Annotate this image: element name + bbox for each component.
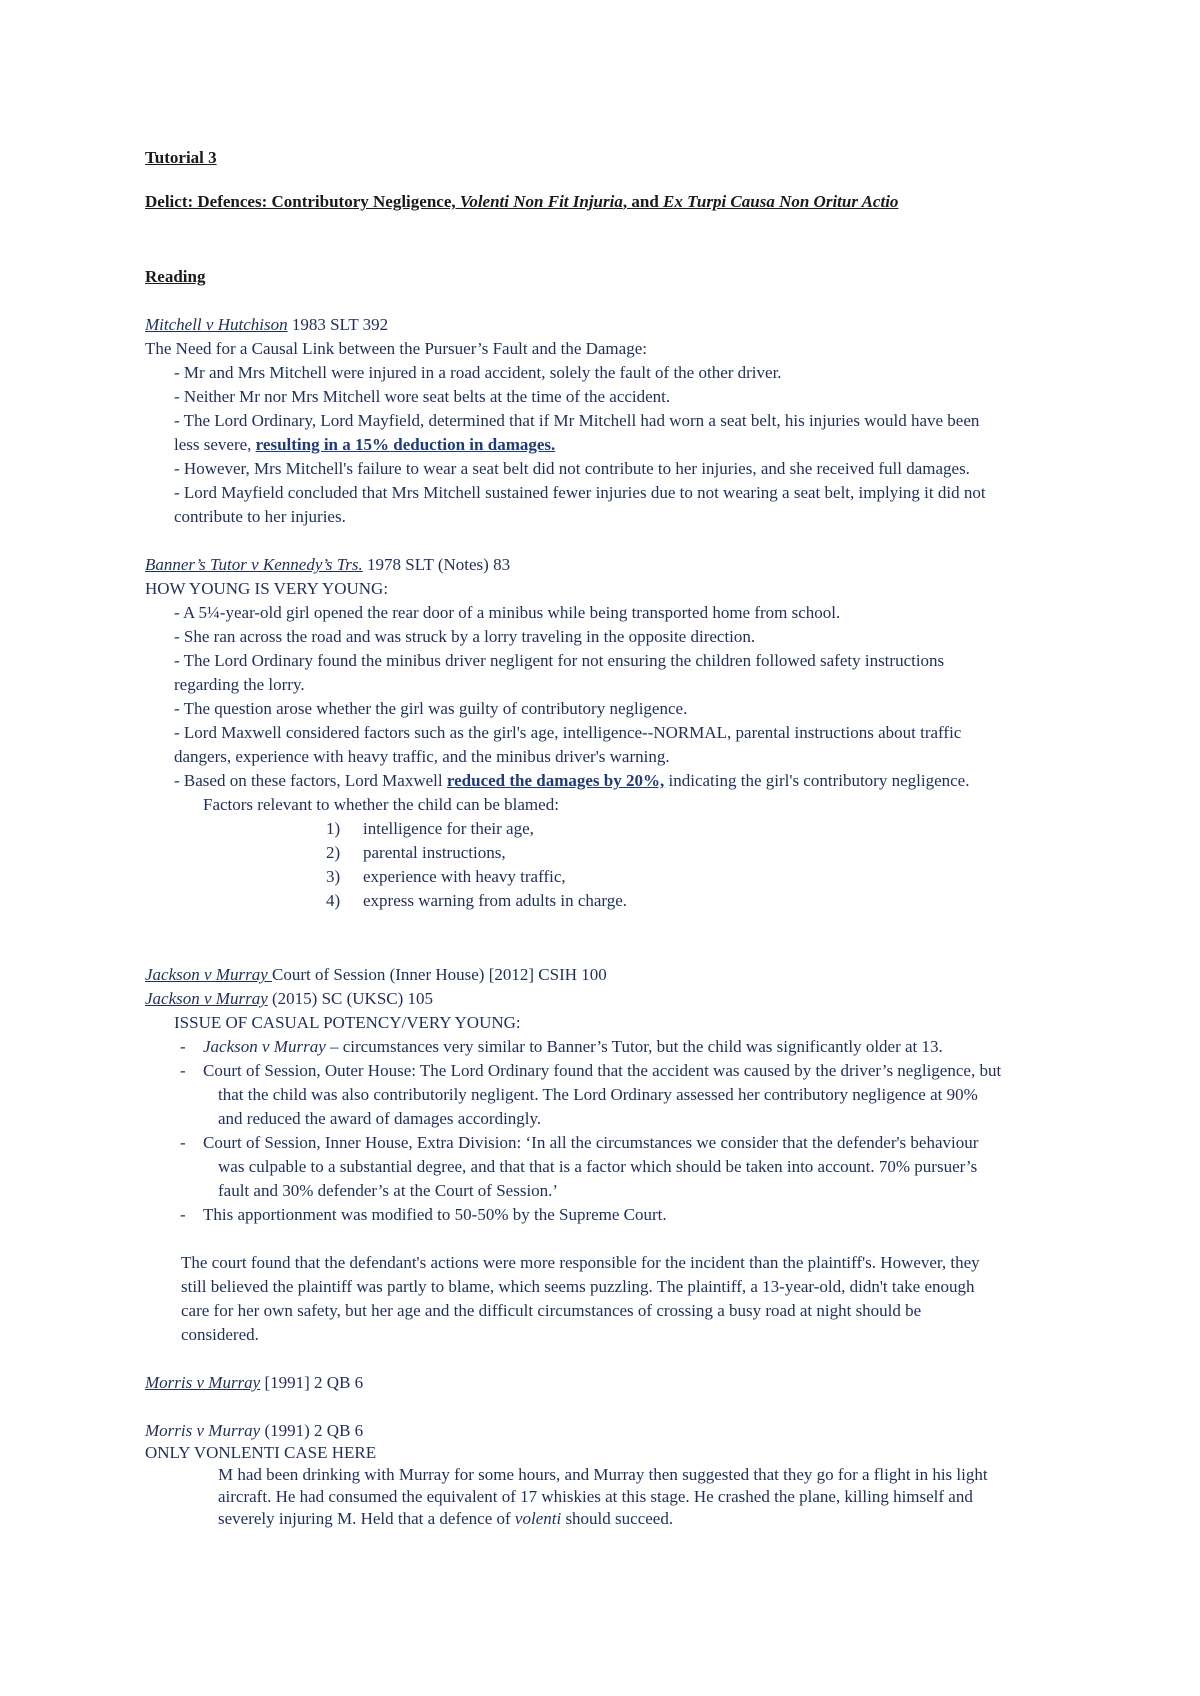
- banner-bullet-5: - Lord Maxwell considered factors such as the girl's age, intelligence--NORMAL, parental instructions about traffic: [174, 723, 962, 742]
- jackson-bullet-dash: -: [180, 1205, 186, 1224]
- banner-bullet-1: - A 5¼-year-old girl opened the rear door of a minibus while being transported home from school.: [174, 603, 841, 622]
- morris-case-line-1: [145, 1371, 363, 1395]
- title-volenti: Volenti Non Fit Injuria: [459, 192, 623, 211]
- jackson-bullet-1-case: Jackson v Murray: [203, 1037, 326, 1056]
- morris-case-name-1: Morris v Murray: [145, 1373, 261, 1392]
- jackson-bullet-3-cont2: fault and 30% defender’s at the Court of Session.’: [218, 1181, 559, 1200]
- morris-paragraph-line-2: aircraft. He had consumed the equivalent of 17 whiskies at this stage. He crashed the plane, killing himself and: [218, 1487, 973, 1506]
- banner-bullet-4: - The question arose whether the girl was guilty of contributory negligence.: [174, 699, 688, 718]
- mitchell-bullet-1: - Mr and Mrs Mitchell were injured in a road accident, solely the fault of the other driver.: [174, 363, 782, 382]
- banner-bullet-6-pre: - Based on these factors, Lord Maxwell: [174, 771, 447, 790]
- jackson-bullet-1: [203, 1035, 943, 1059]
- morris-p3-volenti: volenti: [514, 1509, 562, 1528]
- document-title: [145, 190, 898, 214]
- banner-factor-item: [326, 817, 534, 841]
- banner-bullet-3: - The Lord Ordinary found the minibus driver negligent for not ensuring the children followed safety instructions: [174, 651, 945, 670]
- banner-factor-item: [326, 865, 566, 889]
- jackson-case-line-1: [145, 963, 607, 987]
- banner-factor-item: [326, 841, 506, 865]
- mitchell-bullet-5-cont: contribute to her injuries.: [174, 507, 346, 526]
- tutorial-title: Tutorial 3: [145, 148, 217, 167]
- morris-p3-pre: severely injuring M. Held that a defence of: [218, 1509, 515, 1528]
- factor-text: intelligence for their age,: [363, 819, 534, 838]
- morris-heading: ONLY VONLENTI CASE HERE: [145, 1443, 377, 1462]
- jackson-citation-1: Court of Session (Inner House) [2012] CSIH 100: [272, 965, 607, 984]
- morris-case-name-2: Morris v Murray: [145, 1421, 261, 1440]
- mitchell-deduction-highlight: resulting in a 15% deduction in damages.: [255, 435, 556, 454]
- factor-text: experience with heavy traffic,: [363, 867, 566, 886]
- jackson-case-name-1: Jackson v Murray: [145, 965, 272, 984]
- mitchell-bullet-5: - Lord Mayfield concluded that Mrs Mitchell sustained fewer injuries due to not wearing a seat belt, implying it did not: [174, 483, 986, 502]
- mitchell-bullet-3-cont: [174, 433, 555, 457]
- morris-paragraph-line-3: [218, 1507, 673, 1531]
- jackson-bullet-2-cont: that the child was also contributorily negligent. The Lord Ordinary assessed her contributory negligence at 90%: [218, 1085, 978, 1104]
- jackson-bullet-3-cont: was culpable to a substantial degree, and that that is a factor which should be taken into account. 70% pursuer’s: [218, 1157, 978, 1176]
- jackson-paragraph-line-3: care for her own safety, but her age and the difficult circumstances of crossing a busy road at night should be: [181, 1301, 922, 1320]
- banner-case-line: [145, 553, 510, 577]
- factor-number: 1): [326, 819, 341, 838]
- factor-number: 4): [326, 891, 341, 910]
- jackson-paragraph-line-2: still believed the plaintiff was partly to blame, which seems puzzling. The plaintiff, a 13-year-old, didn't take enough: [181, 1277, 975, 1296]
- jackson-case-name-2: Jackson v Murray: [145, 989, 268, 1008]
- mitchell-case-name: Mitchell v Hutchison: [145, 315, 288, 334]
- banner-heading: HOW YOUNG IS VERY YOUNG:: [145, 579, 389, 598]
- morris-p3-post: should succeed.: [561, 1509, 674, 1528]
- title-plain: Delict: Defences: Contributory Negligence,: [145, 192, 460, 211]
- mitchell-bullet-3-pre: less severe,: [174, 435, 256, 454]
- title-and: , and: [622, 192, 664, 211]
- factor-text: parental instructions,: [363, 843, 506, 862]
- jackson-bullet-2-cont2: and reduced the award of damages accordingly.: [218, 1109, 542, 1128]
- banner-factor-item: [326, 889, 627, 913]
- jackson-bullet-1-text: – circumstances very similar to Banner’s Tutor, but the child was significantly older at 13.: [325, 1037, 943, 1056]
- mitchell-bullet-2: - Neither Mr nor Mrs Mitchell wore seat belts at the time of the accident.: [174, 387, 671, 406]
- jackson-paragraph-line-4: considered.: [181, 1325, 259, 1344]
- banner-bullet-5-cont: dangers, experience with heavy traffic, and the minibus driver's warning.: [174, 747, 670, 766]
- jackson-bullet-4: This apportionment was modified to 50-50% by the Supreme Court.: [203, 1205, 667, 1224]
- mitchell-bullet-4: - However, Mrs Mitchell's failure to wear a seat belt did not contribute to her injuries, and she received full damages.: [174, 459, 970, 478]
- jackson-bullet-dash: -: [180, 1061, 186, 1080]
- morris-case-line-2: [145, 1419, 363, 1443]
- banner-citation: 1978 SLT (Notes) 83: [362, 555, 511, 574]
- reading-heading: Reading: [145, 267, 206, 286]
- jackson-bullet-3: Court of Session, Inner House, Extra Division: ‘In all the circumstances we consider that the defender's behaviour: [203, 1133, 979, 1152]
- factor-number: 2): [326, 843, 341, 862]
- banner-bullet-6-post: indicating the girl's contributory negligence.: [664, 771, 970, 790]
- jackson-bullet-dash: -: [180, 1037, 186, 1056]
- jackson-case-line-2: [145, 987, 433, 1011]
- factor-text: express warning from adults in charge.: [363, 891, 628, 910]
- title-ex-turpi: Ex Turpi Causa Non Oritur Actio: [663, 192, 899, 211]
- mitchell-bullet-3: - The Lord Ordinary, Lord Mayfield, determined that if Mr Mitchell had worn a seat belt, his injuries would have been: [174, 411, 980, 430]
- morris-citation-2: (1991) 2 QB 6: [260, 1421, 364, 1440]
- mitchell-case-line: [145, 313, 388, 337]
- factor-number: 3): [326, 867, 341, 886]
- banner-factors-heading: Factors relevant to whether the child can be blamed:: [203, 795, 559, 814]
- banner-bullet-3-cont: regarding the lorry.: [174, 675, 305, 694]
- jackson-paragraph-line-1: The court found that the defendant's actions were more responsible for the incident than the plaintiff's. However, they: [181, 1253, 980, 1272]
- jackson-heading: ISSUE OF CASUAL POTENCY/VERY YOUNG:: [174, 1013, 521, 1032]
- jackson-citation-2: (2015) SC (UKSC) 105: [267, 989, 434, 1008]
- banner-bullet-2: - She ran across the road and was struck by a lorry traveling in the opposite direction.: [174, 627, 756, 646]
- morris-citation-1: [1991] 2 QB 6: [260, 1373, 364, 1392]
- mitchell-citation: 1983 SLT 392: [287, 315, 389, 334]
- banner-case-name: Banner’s Tutor v Kennedy’s Trs.: [145, 555, 363, 574]
- mitchell-heading: The Need for a Causal Link between the Pursuer’s Fault and the Damage:: [145, 339, 647, 358]
- jackson-bullet-dash: -: [180, 1133, 186, 1152]
- jackson-bullet-2: Court of Session, Outer House: The Lord Ordinary found that the accident was caused by the driver’s negligence, but: [203, 1061, 1002, 1080]
- banner-reduction-highlight: reduced the damages by 20%,: [446, 771, 665, 790]
- morris-paragraph-line-1: M had been drinking with Murray for some hours, and Murray then suggested that they go for a flight in his light: [218, 1465, 988, 1484]
- banner-bullet-6: [174, 769, 969, 793]
